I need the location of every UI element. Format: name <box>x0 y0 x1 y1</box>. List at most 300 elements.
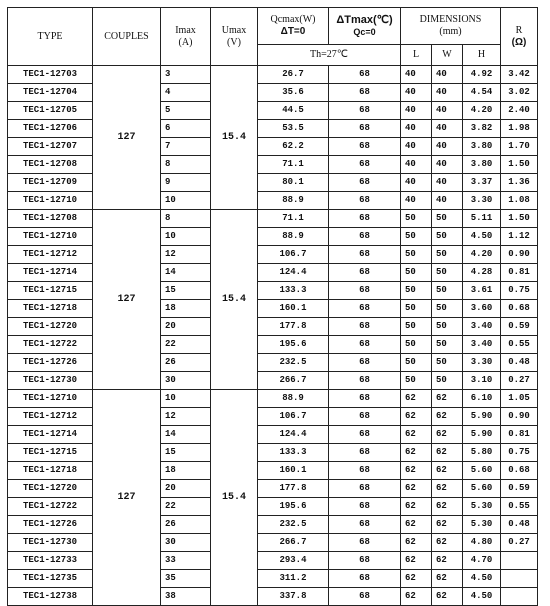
cell-dim-h: 4.50 <box>463 570 501 588</box>
table-row <box>8 426 538 444</box>
cell-dtmax: 68 <box>329 498 401 516</box>
table-row <box>8 372 538 390</box>
header-dimensions <box>401 8 501 45</box>
header-imax <box>161 8 211 66</box>
table-row <box>8 300 538 318</box>
cell-dim-l: 40 <box>401 174 432 192</box>
cell-dim-l: 50 <box>401 264 432 282</box>
cell-type: TEC1-12704 <box>8 84 93 102</box>
cell-dim-l: 50 <box>401 210 432 228</box>
cell-type: TEC1-12718 <box>8 300 93 318</box>
cell-dtmax: 68 <box>329 552 401 570</box>
cell-type: TEC1-12733 <box>8 552 93 570</box>
cell-qcmax: 71.1 <box>258 156 329 174</box>
header-dim-w: W <box>432 45 463 66</box>
cell-dim-l: 40 <box>401 192 432 210</box>
cell-r: 3.42 <box>501 66 538 84</box>
table-row <box>8 246 538 264</box>
table-row <box>8 480 538 498</box>
table-body <box>8 66 538 606</box>
cell-umax: 15.4 <box>211 390 258 606</box>
cell-imax: 15 <box>161 282 211 300</box>
cell-dim-l: 62 <box>401 390 432 408</box>
cell-imax: 38 <box>161 588 211 606</box>
cell-qcmax: 53.5 <box>258 120 329 138</box>
cell-dtmax: 68 <box>329 426 401 444</box>
cell-dim-l: 62 <box>401 480 432 498</box>
cell-type: TEC1-12722 <box>8 336 93 354</box>
cell-type: TEC1-12712 <box>8 246 93 264</box>
cell-imax: 10 <box>161 192 211 210</box>
cell-dtmax: 68 <box>329 210 401 228</box>
cell-dim-h: 3.61 <box>463 282 501 300</box>
cell-dim-w: 40 <box>432 192 463 210</box>
cell-type: TEC1-12715 <box>8 282 93 300</box>
cell-imax: 18 <box>161 462 211 480</box>
cell-dim-w: 50 <box>432 264 463 282</box>
cell-type: TEC1-12712 <box>8 408 93 426</box>
cell-dim-w: 40 <box>432 120 463 138</box>
cell-qcmax: 133.3 <box>258 444 329 462</box>
cell-dim-l: 62 <box>401 534 432 552</box>
cell-dim-h: 4.50 <box>463 228 501 246</box>
header-dim-l: L <box>401 45 432 66</box>
cell-r: 0.55 <box>501 336 538 354</box>
cell-imax: 12 <box>161 246 211 264</box>
table-row <box>8 570 538 588</box>
table-row <box>8 102 538 120</box>
cell-dim-h: 4.54 <box>463 84 501 102</box>
cell-dim-w: 62 <box>432 480 463 498</box>
cell-imax: 5 <box>161 102 211 120</box>
cell-type: TEC1-12718 <box>8 462 93 480</box>
cell-dtmax: 68 <box>329 570 401 588</box>
cell-dim-w: 50 <box>432 210 463 228</box>
table-row <box>8 534 538 552</box>
cell-qcmax: 232.5 <box>258 516 329 534</box>
cell-dim-l: 40 <box>401 66 432 84</box>
cell-imax: 6 <box>161 120 211 138</box>
cell-dim-h: 3.80 <box>463 156 501 174</box>
cell-dtmax: 68 <box>329 300 401 318</box>
cell-dim-w: 40 <box>432 66 463 84</box>
cell-qcmax: 88.9 <box>258 192 329 210</box>
cell-dtmax: 68 <box>329 516 401 534</box>
cell-dim-h: 4.20 <box>463 246 501 264</box>
cell-r <box>501 552 538 570</box>
table-row <box>8 174 538 192</box>
cell-dtmax: 68 <box>329 120 401 138</box>
table-header <box>8 8 538 66</box>
cell-dim-w: 40 <box>432 84 463 102</box>
cell-qcmax: 160.1 <box>258 462 329 480</box>
cell-dtmax: 68 <box>329 264 401 282</box>
cell-dim-w: 62 <box>432 588 463 606</box>
header-r-unit: (Ω) <box>511 36 527 48</box>
cell-imax: 7 <box>161 138 211 156</box>
cell-dim-l: 50 <box>401 228 432 246</box>
cell-umax: 15.4 <box>211 210 258 390</box>
cell-dim-l: 62 <box>401 408 432 426</box>
cell-r: 1.70 <box>501 138 538 156</box>
cell-imax: 33 <box>161 552 211 570</box>
cell-dim-h: 3.37 <box>463 174 501 192</box>
cell-qcmax: 124.4 <box>258 264 329 282</box>
cell-dim-w: 40 <box>432 102 463 120</box>
cell-couples: 127 <box>93 210 161 390</box>
cell-type: TEC1-12710 <box>8 390 93 408</box>
cell-imax: 20 <box>161 318 211 336</box>
cell-dtmax: 68 <box>329 102 401 120</box>
cell-type: TEC1-12730 <box>8 372 93 390</box>
table-row <box>8 156 538 174</box>
table-row <box>8 282 538 300</box>
table-row <box>8 318 538 336</box>
cell-dim-w: 50 <box>432 354 463 372</box>
header-dimensions-unit: (mm) <box>439 26 462 37</box>
cell-qcmax: 266.7 <box>258 534 329 552</box>
cell-dim-w: 62 <box>432 426 463 444</box>
header-dtmax-condition: Qc=0 <box>353 27 376 37</box>
cell-couples: 127 <box>93 66 161 210</box>
cell-qcmax: 44.5 <box>258 102 329 120</box>
cell-dim-h: 5.90 <box>463 408 501 426</box>
cell-dim-l: 50 <box>401 246 432 264</box>
table-row <box>8 354 538 372</box>
cell-imax: 14 <box>161 264 211 282</box>
cell-dim-h: 5.60 <box>463 480 501 498</box>
cell-dtmax: 68 <box>329 138 401 156</box>
cell-dim-l: 62 <box>401 552 432 570</box>
cell-r: 3.02 <box>501 84 538 102</box>
cell-dim-h: 5.90 <box>463 426 501 444</box>
cell-dim-l: 62 <box>401 588 432 606</box>
cell-r <box>501 588 538 606</box>
cell-type: TEC1-12726 <box>8 354 93 372</box>
cell-dim-l: 40 <box>401 84 432 102</box>
table-row <box>8 84 538 102</box>
cell-imax: 30 <box>161 534 211 552</box>
cell-imax: 10 <box>161 390 211 408</box>
cell-dtmax: 68 <box>329 192 401 210</box>
cell-dtmax: 68 <box>329 354 401 372</box>
header-type: TYPE <box>8 8 93 66</box>
cell-dim-l: 50 <box>401 300 432 318</box>
cell-r: 0.81 <box>501 264 538 282</box>
cell-r: 0.59 <box>501 318 538 336</box>
cell-dim-h: 4.80 <box>463 534 501 552</box>
header-row-1 <box>8 8 538 45</box>
cell-r: 0.90 <box>501 246 538 264</box>
cell-qcmax: 266.7 <box>258 372 329 390</box>
cell-dim-h: 3.30 <box>463 192 501 210</box>
cell-dim-w: 50 <box>432 282 463 300</box>
cell-dim-h: 5.11 <box>463 210 501 228</box>
header-dtmax-label: ΔTmax(℃) <box>336 14 393 26</box>
cell-qcmax: 71.1 <box>258 210 329 228</box>
cell-type: TEC1-12707 <box>8 138 93 156</box>
cell-dtmax: 68 <box>329 408 401 426</box>
cell-dim-w: 62 <box>432 444 463 462</box>
cell-dim-w: 50 <box>432 228 463 246</box>
cell-dtmax: 68 <box>329 66 401 84</box>
header-dimensions-label: DIMENSIONS <box>419 14 482 25</box>
cell-dim-h: 5.80 <box>463 444 501 462</box>
cell-dtmax: 68 <box>329 156 401 174</box>
cell-type: TEC1-12720 <box>8 480 93 498</box>
spec-table-container <box>7 7 538 606</box>
cell-qcmax: 232.5 <box>258 354 329 372</box>
cell-dim-h: 5.30 <box>463 498 501 516</box>
cell-r <box>501 570 538 588</box>
cell-dim-h: 3.40 <box>463 318 501 336</box>
cell-qcmax: 62.2 <box>258 138 329 156</box>
cell-dim-w: 62 <box>432 552 463 570</box>
cell-qcmax: 26.7 <box>258 66 329 84</box>
cell-dim-h: 3.80 <box>463 138 501 156</box>
cell-dim-w: 40 <box>432 174 463 192</box>
header-qcmax-condition: ΔT=0 <box>280 26 306 37</box>
cell-type: TEC1-12726 <box>8 516 93 534</box>
cell-qcmax: 177.8 <box>258 480 329 498</box>
cell-dtmax: 68 <box>329 336 401 354</box>
cell-dtmax: 68 <box>329 282 401 300</box>
cell-qcmax: 195.6 <box>258 336 329 354</box>
cell-dim-l: 62 <box>401 426 432 444</box>
table-row <box>8 192 538 210</box>
cell-type: TEC1-12708 <box>8 156 93 174</box>
cell-dim-h: 3.82 <box>463 120 501 138</box>
cell-dim-h: 3.10 <box>463 372 501 390</box>
table-row <box>8 390 538 408</box>
cell-imax: 9 <box>161 174 211 192</box>
cell-dim-h: 4.20 <box>463 102 501 120</box>
cell-r: 0.75 <box>501 444 538 462</box>
cell-qcmax: 35.6 <box>258 84 329 102</box>
cell-r: 0.75 <box>501 282 538 300</box>
table-row <box>8 120 538 138</box>
cell-qcmax: 311.2 <box>258 570 329 588</box>
cell-r: 2.40 <box>501 102 538 120</box>
cell-type: TEC1-12710 <box>8 228 93 246</box>
table-row <box>8 588 538 606</box>
cell-dim-l: 40 <box>401 102 432 120</box>
cell-dim-w: 50 <box>432 372 463 390</box>
table-row <box>8 462 538 480</box>
cell-r: 1.50 <box>501 210 538 228</box>
cell-type: TEC1-12710 <box>8 192 93 210</box>
cell-dim-w: 50 <box>432 300 463 318</box>
tec-spec-table <box>7 7 538 606</box>
table-row <box>8 210 538 228</box>
cell-r: 1.05 <box>501 390 538 408</box>
cell-imax: 12 <box>161 408 211 426</box>
header-dim-h: H <box>463 45 501 66</box>
table-row <box>8 444 538 462</box>
cell-imax: 18 <box>161 300 211 318</box>
table-row <box>8 516 538 534</box>
cell-r: 0.68 <box>501 462 538 480</box>
cell-umax: 15.4 <box>211 66 258 210</box>
cell-qcmax: 133.3 <box>258 282 329 300</box>
cell-imax: 22 <box>161 498 211 516</box>
cell-type: TEC1-12714 <box>8 264 93 282</box>
cell-dim-h: 3.30 <box>463 354 501 372</box>
cell-dim-w: 62 <box>432 498 463 516</box>
cell-type: TEC1-12703 <box>8 66 93 84</box>
cell-qcmax: 337.8 <box>258 588 329 606</box>
cell-r: 1.36 <box>501 174 538 192</box>
header-th-condition: Th=27℃ <box>258 45 401 66</box>
cell-qcmax: 177.8 <box>258 318 329 336</box>
cell-dim-l: 40 <box>401 120 432 138</box>
cell-type: TEC1-12715 <box>8 444 93 462</box>
cell-imax: 26 <box>161 516 211 534</box>
cell-qcmax: 80.1 <box>258 174 329 192</box>
cell-dtmax: 68 <box>329 246 401 264</box>
table-row <box>8 138 538 156</box>
cell-dim-h: 6.10 <box>463 390 501 408</box>
cell-imax: 30 <box>161 372 211 390</box>
cell-r: 0.27 <box>501 372 538 390</box>
header-couples: COUPLES <box>93 8 161 66</box>
cell-dim-l: 40 <box>401 138 432 156</box>
cell-qcmax: 88.9 <box>258 390 329 408</box>
cell-r: 0.90 <box>501 408 538 426</box>
table-row <box>8 66 538 84</box>
header-dtmax <box>329 8 401 45</box>
cell-dim-l: 50 <box>401 318 432 336</box>
cell-imax: 8 <box>161 156 211 174</box>
cell-dim-w: 62 <box>432 570 463 588</box>
cell-dtmax: 68 <box>329 174 401 192</box>
cell-dim-w: 62 <box>432 462 463 480</box>
cell-dim-l: 50 <box>401 336 432 354</box>
cell-type: TEC1-12738 <box>8 588 93 606</box>
cell-dim-w: 40 <box>432 138 463 156</box>
cell-imax: 4 <box>161 84 211 102</box>
table-row <box>8 552 538 570</box>
cell-dim-l: 62 <box>401 570 432 588</box>
cell-imax: 14 <box>161 426 211 444</box>
cell-dtmax: 68 <box>329 390 401 408</box>
table-row <box>8 498 538 516</box>
cell-r: 1.98 <box>501 120 538 138</box>
cell-dim-w: 62 <box>432 516 463 534</box>
cell-imax: 15 <box>161 444 211 462</box>
cell-imax: 20 <box>161 480 211 498</box>
cell-type: TEC1-12730 <box>8 534 93 552</box>
cell-dim-h: 5.60 <box>463 462 501 480</box>
cell-dim-w: 50 <box>432 318 463 336</box>
cell-dtmax: 68 <box>329 588 401 606</box>
cell-dim-l: 40 <box>401 156 432 174</box>
cell-dim-h: 4.92 <box>463 66 501 84</box>
cell-dim-l: 50 <box>401 372 432 390</box>
cell-dtmax: 68 <box>329 444 401 462</box>
cell-r: 1.08 <box>501 192 538 210</box>
table-row <box>8 264 538 282</box>
header-umax-label: Umax <box>221 24 247 36</box>
cell-dim-l: 50 <box>401 282 432 300</box>
cell-dim-w: 50 <box>432 336 463 354</box>
cell-imax: 22 <box>161 336 211 354</box>
cell-dim-l: 50 <box>401 354 432 372</box>
cell-r: 0.48 <box>501 354 538 372</box>
cell-dim-h: 3.60 <box>463 300 501 318</box>
header-imax-label: Imax <box>175 24 196 36</box>
cell-dim-w: 40 <box>432 156 463 174</box>
cell-r: 0.68 <box>501 300 538 318</box>
cell-type: TEC1-12720 <box>8 318 93 336</box>
cell-dtmax: 68 <box>329 534 401 552</box>
cell-dim-l: 62 <box>401 444 432 462</box>
table-row <box>8 228 538 246</box>
cell-imax: 10 <box>161 228 211 246</box>
header-r <box>501 8 538 66</box>
cell-r: 0.48 <box>501 516 538 534</box>
table-row <box>8 336 538 354</box>
header-qcmax <box>258 8 329 45</box>
cell-qcmax: 88.9 <box>258 228 329 246</box>
header-imax-unit: (A) <box>178 36 193 48</box>
cell-type: TEC1-12708 <box>8 210 93 228</box>
cell-qcmax: 106.7 <box>258 246 329 264</box>
cell-type: TEC1-12705 <box>8 102 93 120</box>
cell-type: TEC1-12706 <box>8 120 93 138</box>
header-r-label: R <box>515 24 523 36</box>
cell-type: TEC1-12714 <box>8 426 93 444</box>
table-row <box>8 408 538 426</box>
cell-qcmax: 106.7 <box>258 408 329 426</box>
cell-dim-l: 62 <box>401 462 432 480</box>
cell-r: 0.55 <box>501 498 538 516</box>
cell-dtmax: 68 <box>329 228 401 246</box>
cell-dim-l: 62 <box>401 516 432 534</box>
cell-dtmax: 68 <box>329 84 401 102</box>
header-umax <box>211 8 258 66</box>
cell-r: 0.81 <box>501 426 538 444</box>
cell-dim-h: 3.40 <box>463 336 501 354</box>
cell-dtmax: 68 <box>329 372 401 390</box>
cell-imax: 35 <box>161 570 211 588</box>
cell-dtmax: 68 <box>329 480 401 498</box>
cell-qcmax: 195.6 <box>258 498 329 516</box>
cell-imax: 8 <box>161 210 211 228</box>
cell-dim-h: 4.50 <box>463 588 501 606</box>
cell-dim-w: 62 <box>432 534 463 552</box>
cell-couples: 127 <box>93 390 161 606</box>
cell-qcmax: 160.1 <box>258 300 329 318</box>
cell-dtmax: 68 <box>329 462 401 480</box>
header-qcmax-label: Qcmax(W) <box>270 14 316 25</box>
cell-dim-l: 62 <box>401 498 432 516</box>
cell-dim-h: 4.28 <box>463 264 501 282</box>
cell-type: TEC1-12709 <box>8 174 93 192</box>
cell-dtmax: 68 <box>329 318 401 336</box>
cell-dim-w: 62 <box>432 408 463 426</box>
cell-dim-w: 50 <box>432 246 463 264</box>
cell-type: TEC1-12722 <box>8 498 93 516</box>
cell-r: 0.59 <box>501 480 538 498</box>
cell-qcmax: 293.4 <box>258 552 329 570</box>
header-umax-unit: (V) <box>227 36 241 48</box>
cell-r: 0.27 <box>501 534 538 552</box>
cell-dim-w: 62 <box>432 390 463 408</box>
cell-r: 1.12 <box>501 228 538 246</box>
cell-dim-h: 5.30 <box>463 516 501 534</box>
cell-type: TEC1-12735 <box>8 570 93 588</box>
